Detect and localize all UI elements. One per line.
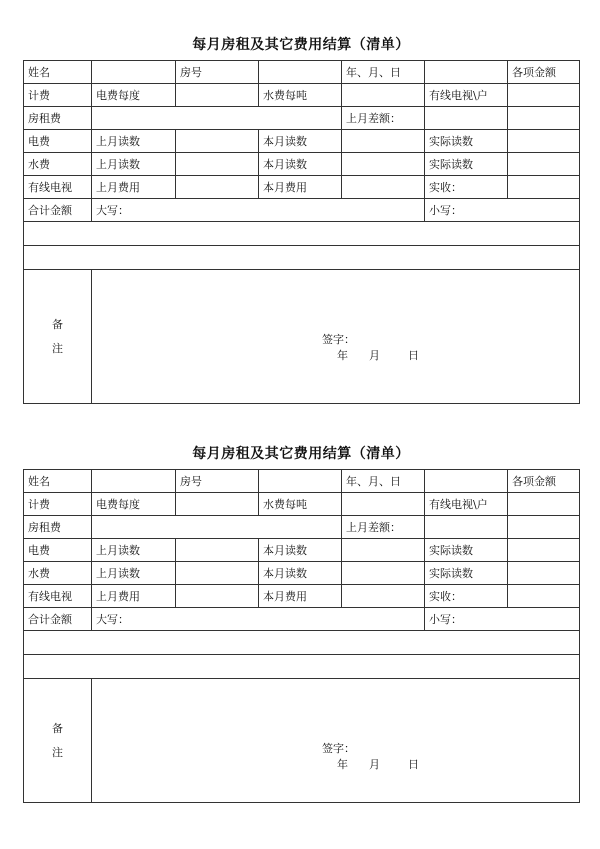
- water-amount-field[interactable]: [508, 153, 580, 176]
- label-last-fee: 上月费用: [92, 585, 176, 608]
- remarks-field[interactable]: [92, 679, 580, 803]
- label-date: 年、月、日: [342, 61, 425, 84]
- label-room-no: 房号: [176, 470, 259, 493]
- remarks-field[interactable]: [92, 270, 580, 404]
- blank-row: [24, 631, 580, 655]
- label-cable-tv-rate: 有线电视\户: [425, 493, 508, 516]
- signature-date: 年 月 日: [337, 758, 419, 771]
- label-last-reading: 上月读数: [92, 539, 176, 562]
- label-rent: 房租费: [24, 516, 92, 539]
- label-actual-reading: 实际读数: [425, 562, 508, 585]
- date-field[interactable]: [425, 470, 508, 493]
- cable-this-fee-field[interactable]: [342, 176, 425, 199]
- table-row: [24, 562, 580, 585]
- rent-amount-field[interactable]: [508, 516, 580, 539]
- label-actual-reading: 实际读数: [425, 539, 508, 562]
- water-this-reading-field[interactable]: [342, 562, 425, 585]
- label-billing: 计费: [24, 84, 92, 107]
- water-rate-field[interactable]: [342, 84, 425, 107]
- label-this-fee: 本月费用: [259, 176, 342, 199]
- label-last-reading: 上月读数: [92, 562, 176, 585]
- label-last-reading: 上月读数: [92, 130, 176, 153]
- table-row: [24, 585, 580, 608]
- settlement-table: [23, 60, 580, 404]
- remarks-label-char-1: 备: [52, 317, 63, 331]
- electricity-rate-field[interactable]: [176, 84, 259, 107]
- electricity-last-reading-field[interactable]: [176, 130, 259, 153]
- water-last-reading-field[interactable]: [176, 562, 259, 585]
- remarks-row: [24, 679, 580, 803]
- label-total: 合计金额: [24, 199, 92, 222]
- label-received: 实收：: [425, 585, 508, 608]
- label-this-reading: 本月读数: [259, 130, 342, 153]
- room-no-field[interactable]: [259, 470, 342, 493]
- table-row: [24, 176, 580, 199]
- label-water-rate: 水费每吨: [259, 84, 342, 107]
- label-water: 水费: [24, 153, 92, 176]
- remarks-row: [24, 270, 580, 404]
- water-rate-field[interactable]: [342, 493, 425, 516]
- table-row: [24, 130, 580, 153]
- rent-field[interactable]: [92, 516, 342, 539]
- electricity-rate-field[interactable]: [176, 493, 259, 516]
- blank-cell[interactable]: [24, 631, 580, 655]
- remarks-label-char-2: 注: [52, 745, 63, 759]
- last-month-diff-field[interactable]: [425, 107, 508, 130]
- label-cable-tv: 有线电视: [24, 585, 92, 608]
- settlement-form-2: [23, 439, 579, 803]
- cable-this-fee-field[interactable]: [342, 585, 425, 608]
- remarks-label: [24, 270, 92, 404]
- electricity-amount-field[interactable]: [508, 539, 580, 562]
- label-last-reading: 上月读数: [92, 153, 176, 176]
- name-field[interactable]: [92, 470, 176, 493]
- settlement-table: [23, 469, 580, 803]
- label-cable-tv: 有线电视: [24, 176, 92, 199]
- form-title: 每月房租及其它费用结算（清单）: [192, 446, 410, 462]
- label-this-reading: 本月读数: [259, 562, 342, 585]
- label-last-fee: 上月费用: [92, 176, 176, 199]
- electricity-this-reading-field[interactable]: [342, 539, 425, 562]
- table-row: [24, 470, 580, 493]
- date-field[interactable]: [425, 61, 508, 84]
- electricity-amount-field[interactable]: [508, 130, 580, 153]
- table-row: [24, 608, 580, 631]
- label-name: 姓名: [24, 61, 92, 84]
- table-row: [24, 199, 580, 222]
- table-row: [24, 539, 580, 562]
- label-item-amounts: 各项金额: [508, 61, 580, 84]
- blank-cell[interactable]: [24, 655, 580, 679]
- table-row: [24, 153, 580, 176]
- blank-row: [24, 222, 580, 246]
- table-row: [24, 61, 580, 84]
- blank-row: [24, 655, 580, 679]
- label-total: 合计金额: [24, 608, 92, 631]
- cable-last-fee-field[interactable]: [176, 585, 259, 608]
- name-field[interactable]: [92, 61, 176, 84]
- label-last-month-diff: 上月差额：: [342, 107, 425, 130]
- total-lowercase-field[interactable]: 小写：: [425, 608, 580, 631]
- blank-cell[interactable]: [24, 246, 580, 270]
- rent-field[interactable]: [92, 107, 342, 130]
- label-actual-reading: 实际读数: [425, 130, 508, 153]
- label-date: 年、月、日: [342, 470, 425, 493]
- remarks-label: [24, 679, 92, 803]
- total-uppercase-field[interactable]: 大写：: [92, 199, 425, 222]
- label-electricity-rate: 电费每度: [92, 493, 176, 516]
- water-amount-field[interactable]: [508, 562, 580, 585]
- total-uppercase-field[interactable]: 大写：: [92, 608, 425, 631]
- blank-cell[interactable]: [24, 222, 580, 246]
- cable-last-fee-field[interactable]: [176, 176, 259, 199]
- total-lowercase-field[interactable]: 小写：: [425, 199, 580, 222]
- water-last-reading-field[interactable]: [176, 153, 259, 176]
- settlement-form-1: [23, 30, 579, 404]
- table-row: [24, 493, 580, 516]
- label-this-fee: 本月费用: [259, 585, 342, 608]
- label-item-amounts: 各项金额: [508, 470, 580, 493]
- label-electricity-rate: 电费每度: [92, 84, 176, 107]
- label-rent: 房租费: [24, 107, 92, 130]
- signature-label: 签字：: [322, 333, 355, 346]
- received-field[interactable]: [508, 585, 580, 608]
- label-electricity: 电费: [24, 130, 92, 153]
- label-room-no: 房号: [176, 61, 259, 84]
- label-this-reading: 本月读数: [259, 153, 342, 176]
- electricity-last-reading-field[interactable]: [176, 539, 259, 562]
- remarks-label-char-1: 备: [52, 721, 63, 735]
- remarks-label-char-2: 注: [52, 341, 63, 355]
- table-row: [24, 107, 580, 130]
- label-actual-reading: 实际读数: [425, 153, 508, 176]
- label-this-reading: 本月读数: [259, 539, 342, 562]
- rent-amount-field[interactable]: [508, 107, 580, 130]
- label-water: 水费: [24, 562, 92, 585]
- label-cable-tv-rate: 有线电视\户: [425, 84, 508, 107]
- label-received: 实收：: [425, 176, 508, 199]
- label-electricity: 电费: [24, 539, 92, 562]
- electricity-this-reading-field[interactable]: [342, 130, 425, 153]
- table-row: [24, 84, 580, 107]
- label-last-month-diff: 上月差额：: [342, 516, 425, 539]
- label-water-rate: 水费每吨: [259, 493, 342, 516]
- label-name: 姓名: [24, 470, 92, 493]
- signature-date: 年 月 日: [337, 349, 419, 362]
- signature-label: 签字：: [322, 742, 355, 755]
- last-month-diff-field[interactable]: [425, 516, 508, 539]
- table-row: [24, 516, 580, 539]
- received-field[interactable]: [508, 176, 580, 199]
- form-title: 每月房租及其它费用结算（清单）: [192, 37, 410, 53]
- label-billing: 计费: [24, 493, 92, 516]
- cable-tv-rate-field[interactable]: [508, 493, 580, 516]
- room-no-field[interactable]: [259, 61, 342, 84]
- cable-tv-rate-field[interactable]: [508, 84, 580, 107]
- blank-row: [24, 246, 580, 270]
- water-this-reading-field[interactable]: [342, 153, 425, 176]
